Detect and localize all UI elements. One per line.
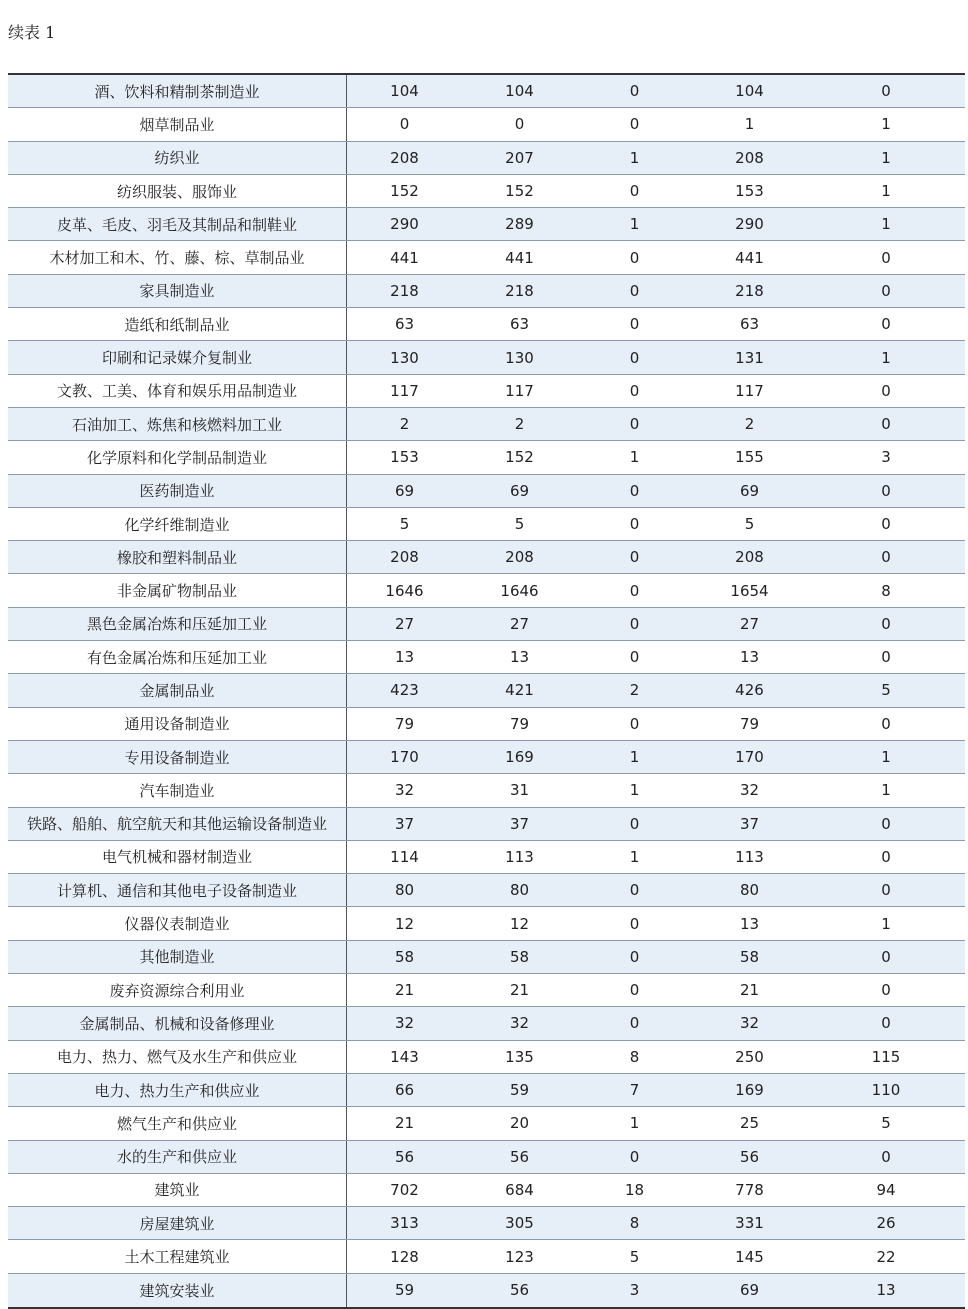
table-row (8, 275, 965, 308)
value-cell-col2: 56 (509, 1147, 530, 1166)
value-cell-col5: 0 (881, 714, 891, 733)
value-cell-col5: 0 (881, 248, 891, 267)
value-cell-col5: 94 (876, 1180, 896, 1199)
value-cell-col2: 31 (509, 781, 530, 800)
value-cell-col1: 208 (390, 148, 419, 167)
value-cell-col5: 0 (881, 881, 891, 900)
value-cell-col5: 0 (881, 381, 891, 400)
value-cell-col1: 80 (394, 881, 415, 900)
industry-name-cell: 房屋建筑业 (8, 1207, 347, 1239)
value-cell-col3: 7 (629, 1081, 640, 1100)
value-cell-col4: 2 (744, 415, 755, 434)
value-cell-col3: 0 (629, 348, 640, 367)
value-cell-col1: 63 (394, 315, 415, 334)
value-cell-col2: 80 (509, 881, 530, 900)
value-cell-col2: 208 (505, 548, 534, 567)
value-cell-col4: 170 (735, 748, 764, 767)
value-cell-col3: 0 (629, 581, 640, 600)
value-cell-col3: 0 (629, 115, 640, 134)
value-cell-col4: 37 (739, 814, 760, 833)
value-cell-col2: 37 (509, 814, 530, 833)
industry-name-cell: 电力、热力生产和供应业 (8, 1074, 347, 1106)
table-row (8, 341, 965, 374)
value-cell-col5: 0 (881, 981, 891, 1000)
value-cell-col4: 208 (735, 548, 764, 567)
value-cell-col4: 21 (739, 981, 760, 1000)
value-cell-col4: 63 (739, 315, 760, 334)
value-cell-col1: 56 (394, 1147, 415, 1166)
industry-name-cell: 纺织服装、服饰业 (8, 175, 347, 207)
value-cell-col3: 0 (629, 548, 640, 567)
value-cell-col2: 123 (505, 1247, 534, 1266)
value-cell-col1: 79 (394, 714, 415, 733)
industry-name-cell: 医药制造业 (8, 475, 347, 507)
value-cell-col1: 32 (394, 781, 415, 800)
table-row (8, 475, 965, 508)
value-cell-col5: 0 (881, 814, 891, 833)
value-cell-col2: 13 (509, 648, 530, 667)
value-cell-col4: 155 (735, 448, 764, 467)
value-cell-col5: 110 (871, 1081, 901, 1100)
value-cell-col1: 702 (390, 1180, 419, 1199)
value-cell-col2: 1646 (500, 581, 539, 600)
value-cell-col2: 135 (505, 1047, 534, 1066)
value-cell-col3: 0 (629, 714, 640, 733)
value-cell-col3: 1 (629, 215, 640, 234)
table-row (8, 408, 965, 441)
table-row (8, 1007, 965, 1040)
industry-name-cell: 水的生产和供应业 (8, 1141, 347, 1173)
value-cell-col4: 117 (735, 381, 764, 400)
value-cell-col4: 290 (735, 215, 764, 234)
value-cell-col4: 69 (739, 1281, 760, 1300)
value-cell-col2: 130 (505, 348, 534, 367)
value-cell-col5: 1 (881, 348, 891, 367)
table-row (8, 1107, 965, 1140)
industry-name-cell: 建筑安装业 (8, 1274, 347, 1307)
value-cell-col1: 313 (390, 1214, 419, 1233)
value-cell-col4: 69 (739, 481, 760, 500)
value-cell-col1: 5 (399, 515, 410, 533)
table-row (8, 941, 965, 974)
industry-name-cell: 石油加工、炼焦和核燃料加工业 (8, 408, 347, 440)
industry-name-cell: 仪器仪表制造业 (8, 907, 347, 939)
value-cell-col4: 208 (735, 148, 764, 167)
value-cell-col2: 79 (509, 714, 530, 733)
value-cell-col2: 27 (509, 614, 530, 633)
value-cell-col5: 5 (881, 681, 891, 700)
industry-name-cell: 计算机、通信和其他电子设备制造业 (8, 874, 347, 906)
value-cell-col4: 441 (735, 248, 764, 267)
table-row (8, 508, 965, 541)
table-row (8, 1207, 965, 1240)
table-row (8, 608, 965, 641)
value-cell-col1: 13 (394, 648, 415, 667)
table-row (8, 774, 965, 807)
value-cell-col1: 218 (390, 281, 419, 300)
value-cell-col1: 1646 (385, 581, 424, 600)
value-cell-col3: 0 (629, 1014, 640, 1033)
industry-name-cell: 黑色金属冶炼和压延加工业 (8, 608, 347, 640)
table-row (8, 208, 965, 241)
table-row (8, 841, 965, 874)
value-cell-col2: 32 (509, 1014, 530, 1033)
value-cell-col1: 32 (394, 1014, 415, 1033)
value-cell-col4: 218 (735, 281, 764, 300)
value-cell-col1: 59 (394, 1281, 415, 1300)
value-cell-col2: 169 (505, 748, 534, 767)
value-cell-col1: 114 (390, 847, 419, 866)
value-cell-col4: 331 (735, 1214, 764, 1233)
table-row (8, 1174, 965, 1207)
value-cell-col5: 8 (881, 581, 891, 600)
value-cell-col5: 1 (881, 781, 891, 800)
value-cell-col3: 0 (629, 82, 640, 101)
industry-name-cell: 纺织业 (8, 142, 347, 174)
value-cell-col2: 58 (509, 947, 530, 966)
industry-name-cell: 铁路、船舶、航空航天和其他运输设备制造业 (8, 808, 347, 840)
table-row (8, 375, 965, 408)
value-cell-col3: 0 (629, 481, 640, 500)
value-cell-col4: 426 (735, 681, 764, 700)
value-cell-col3: 0 (629, 281, 640, 300)
value-cell-col5: 1 (881, 148, 891, 167)
table-row (8, 1041, 965, 1074)
value-cell-col1: 66 (394, 1081, 415, 1100)
industry-name-cell: 汽车制造业 (8, 774, 347, 806)
value-cell-col5: 0 (881, 315, 891, 334)
value-cell-col5: 13 (876, 1281, 896, 1300)
industry-name-cell: 印刷和记录媒介复制业 (8, 341, 347, 373)
value-cell-col3: 0 (629, 814, 640, 833)
value-cell-col3: 2 (629, 681, 640, 700)
value-cell-col2: 63 (509, 315, 530, 334)
value-cell-col2: 0 (514, 115, 525, 134)
value-cell-col1: 208 (390, 548, 419, 567)
industry-name-cell: 木材加工和木、竹、藤、棕、草制品业 (8, 241, 347, 273)
value-cell-col5: 0 (881, 947, 891, 966)
value-cell-col2: 305 (505, 1214, 534, 1233)
value-cell-col4: 778 (735, 1180, 764, 1199)
table-row (8, 1274, 965, 1307)
value-cell-col2: 117 (505, 381, 534, 400)
value-cell-col3: 8 (629, 1214, 640, 1233)
value-cell-col4: 1 (744, 115, 755, 134)
table-row (8, 308, 965, 341)
table-row (8, 674, 965, 707)
industry-name-cell: 非金属矿物制品业 (8, 574, 347, 606)
value-cell-col4: 1654 (730, 581, 769, 600)
value-cell-col1: 423 (390, 681, 419, 700)
value-cell-col3: 18 (624, 1180, 645, 1199)
table-row (8, 541, 965, 574)
value-cell-col2: 12 (509, 914, 530, 933)
industry-name-cell: 废弃资源综合利用业 (8, 974, 347, 1006)
value-cell-col2: 152 (505, 182, 534, 201)
value-cell-col1: 153 (390, 448, 419, 467)
table-row (8, 175, 965, 208)
value-cell-col5: 1 (881, 914, 891, 933)
value-cell-col5: 0 (881, 548, 891, 567)
value-cell-col3: 0 (629, 881, 640, 900)
value-cell-col2: 2 (514, 415, 525, 434)
industry-name-cell: 文教、工美、体育和娱乐用品制造业 (8, 375, 347, 407)
table-row (8, 1141, 965, 1174)
value-cell-col3: 0 (629, 315, 640, 334)
value-cell-col3: 1 (629, 448, 640, 467)
value-cell-col1: 0 (399, 115, 410, 134)
value-cell-col2: 56 (509, 1281, 530, 1300)
table-row (8, 808, 965, 841)
table-row (8, 1074, 965, 1107)
value-cell-col5: 1 (881, 182, 891, 201)
value-cell-col3: 1 (629, 847, 640, 866)
value-cell-col3: 0 (629, 415, 640, 434)
value-cell-col2: 218 (505, 281, 534, 300)
value-cell-col2: 104 (505, 82, 534, 101)
industry-name-cell: 其他制造业 (8, 941, 347, 973)
industry-name-cell: 通用设备制造业 (8, 708, 347, 740)
value-cell-col1: 441 (390, 248, 419, 267)
value-cell-col3: 0 (629, 248, 640, 267)
value-cell-col5: 1 (881, 748, 891, 767)
value-cell-col2: 59 (509, 1081, 530, 1100)
value-cell-col5: 0 (881, 481, 891, 500)
value-cell-col4: 32 (739, 1014, 760, 1033)
table-row (8, 874, 965, 907)
value-cell-col3: 3 (629, 1281, 640, 1300)
industry-name-cell: 金属制品业 (8, 674, 347, 706)
value-cell-col4: 32 (739, 781, 760, 800)
value-cell-col3: 0 (629, 614, 640, 633)
value-cell-col2: 684 (505, 1180, 534, 1199)
value-cell-col5: 26 (876, 1214, 896, 1233)
value-cell-col1: 2 (399, 415, 410, 434)
table-row (8, 741, 965, 774)
value-cell-col4: 79 (739, 714, 760, 733)
value-cell-col4: 113 (735, 847, 764, 866)
value-cell-col1: 21 (394, 981, 415, 1000)
value-cell-col2: 69 (509, 481, 530, 500)
value-cell-col4: 27 (739, 614, 760, 633)
value-cell-col5: 0 (881, 648, 891, 667)
value-cell-col3: 0 (629, 182, 640, 201)
table-row (8, 574, 965, 607)
value-cell-col3: 0 (629, 947, 640, 966)
value-cell-col5: 0 (881, 1014, 891, 1033)
value-cell-col3: 8 (629, 1047, 640, 1066)
value-cell-col2: 207 (505, 148, 534, 167)
value-cell-col3: 1 (629, 748, 640, 767)
table-row (8, 241, 965, 274)
table-row (8, 75, 965, 108)
industry-name-cell: 化学纤维制造业 (8, 508, 347, 540)
table-row (8, 441, 965, 474)
table-row (8, 974, 965, 1007)
value-cell-col3: 1 (629, 1114, 640, 1133)
industry-name-cell: 金属制品、机械和设备修理业 (8, 1007, 347, 1039)
value-cell-col2: 20 (509, 1114, 530, 1133)
value-cell-col5: 115 (871, 1047, 901, 1066)
industry-name-cell: 化学原料和化学制品制造业 (8, 441, 347, 473)
industry-name-cell: 专用设备制造业 (8, 741, 347, 773)
value-cell-col1: 58 (394, 947, 415, 966)
value-cell-col2: 289 (505, 215, 534, 234)
value-cell-col2: 421 (505, 681, 534, 700)
value-cell-col1: 128 (390, 1247, 419, 1266)
table-row (8, 1240, 965, 1273)
value-cell-col3: 1 (629, 781, 640, 800)
value-cell-col3: 0 (629, 1147, 640, 1166)
industry-name-cell: 橡胶和塑料制品业 (8, 541, 347, 573)
value-cell-col1: 69 (394, 481, 415, 500)
value-cell-col1: 104 (390, 82, 419, 101)
industry-name-cell: 建筑业 (8, 1174, 347, 1206)
industry-name-cell: 有色金属冶炼和压延加工业 (8, 641, 347, 673)
value-cell-col4: 145 (735, 1247, 764, 1266)
value-cell-col5: 5 (881, 1114, 891, 1133)
table-row (8, 907, 965, 940)
value-cell-col5: 0 (881, 82, 891, 101)
table-row (8, 641, 965, 674)
value-cell-col4: 56 (739, 1147, 760, 1166)
value-cell-col5: 0 (881, 614, 891, 633)
value-cell-col1: 170 (390, 748, 419, 767)
value-cell-col3: 0 (629, 914, 640, 933)
table-caption: 续表 1 (8, 23, 56, 42)
value-cell-col1: 290 (390, 215, 419, 234)
value-cell-col5: 1 (881, 215, 891, 234)
industry-name-cell: 土木工程建筑业 (8, 1240, 347, 1272)
industry-name-cell: 酒、饮料和精制茶制造业 (8, 75, 347, 107)
value-cell-col4: 25 (739, 1114, 760, 1133)
industry-name-cell: 燃气生产和供应业 (8, 1107, 347, 1139)
value-cell-col5: 22 (876, 1247, 896, 1266)
value-cell-col2: 152 (505, 448, 534, 467)
value-cell-col5: 0 (881, 1147, 891, 1166)
value-cell-col1: 130 (390, 348, 419, 367)
value-cell-col5: 1 (881, 115, 891, 134)
industry-name-cell: 电气机械和器材制造业 (8, 841, 347, 873)
value-cell-col4: 131 (735, 348, 764, 367)
value-cell-col4: 13 (739, 914, 760, 933)
value-cell-col4: 58 (739, 947, 760, 966)
value-cell-col1: 117 (390, 381, 419, 400)
industry-name-cell: 家具制造业 (8, 275, 347, 307)
industry-name-cell: 电力、热力、燃气及水生产和供应业 (8, 1041, 347, 1073)
value-cell-col1: 12 (394, 914, 415, 933)
value-cell-col1: 152 (390, 182, 419, 201)
value-cell-col4: 104 (735, 82, 764, 101)
value-cell-col1: 27 (394, 614, 415, 633)
industry-name-cell: 烟草制品业 (8, 108, 347, 140)
value-cell-col2: 21 (509, 981, 530, 1000)
value-cell-col1: 37 (394, 814, 415, 833)
data-table (8, 73, 965, 1309)
value-cell-col3: 0 (629, 648, 640, 667)
value-cell-col5: 0 (881, 281, 891, 300)
value-cell-col1: 143 (390, 1047, 419, 1066)
value-cell-col3: 0 (629, 515, 640, 533)
value-cell-col4: 153 (735, 182, 764, 201)
value-cell-col4: 250 (735, 1047, 764, 1066)
value-cell-col5: 0 (881, 847, 891, 866)
value-cell-col1: 21 (394, 1114, 415, 1133)
value-cell-col4: 13 (739, 648, 760, 667)
value-cell-col3: 5 (629, 1247, 640, 1266)
value-cell-col5: 0 (881, 415, 891, 434)
value-cell-col4: 169 (735, 1081, 764, 1100)
value-cell-col2: 113 (505, 847, 534, 866)
industry-name-cell: 造纸和纸制品业 (8, 308, 347, 340)
value-cell-col5: 0 (881, 515, 891, 533)
value-cell-col3: 0 (629, 981, 640, 1000)
value-cell-col3: 1 (629, 148, 640, 167)
value-cell-col2: 5 (514, 515, 525, 533)
table-row (8, 708, 965, 741)
table-row (8, 108, 965, 141)
table-row (8, 142, 965, 175)
value-cell-col4: 5 (744, 515, 755, 533)
value-cell-col4: 80 (739, 881, 760, 900)
value-cell-col5: 3 (881, 448, 891, 467)
value-cell-col2: 441 (505, 248, 534, 267)
industry-name-cell: 皮革、毛皮、羽毛及其制品和制鞋业 (8, 208, 347, 240)
value-cell-col3: 0 (629, 381, 640, 400)
